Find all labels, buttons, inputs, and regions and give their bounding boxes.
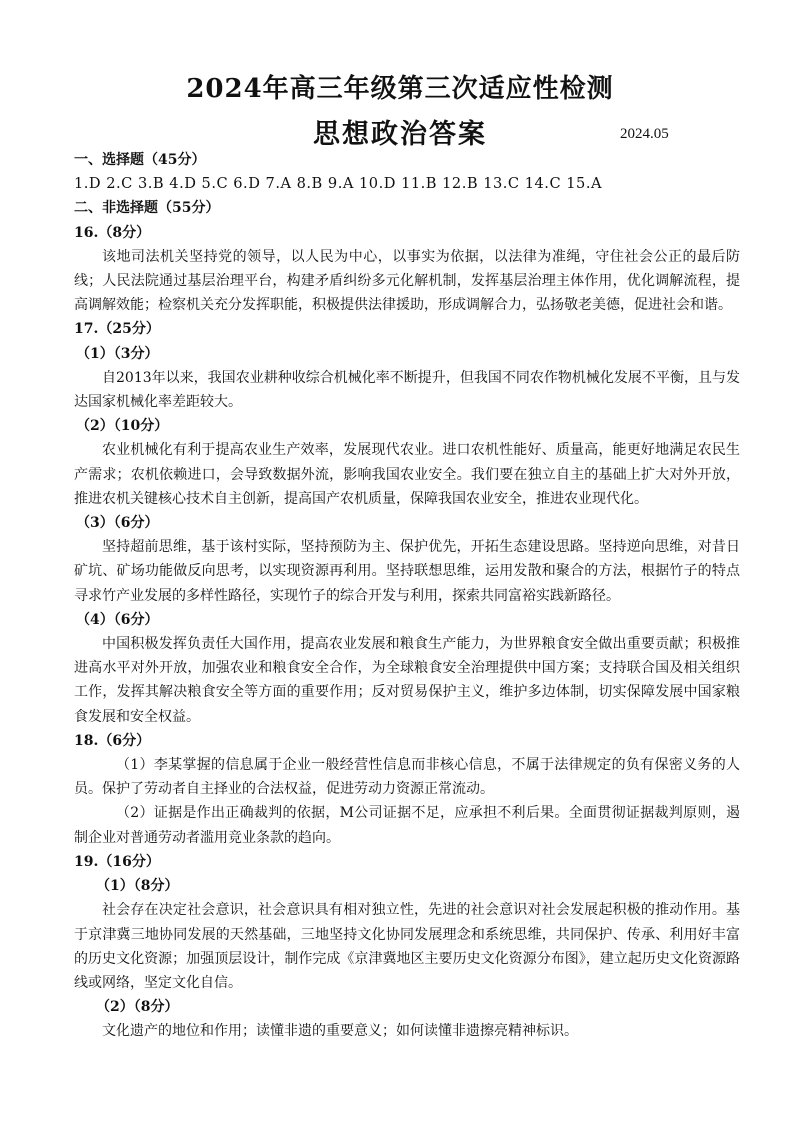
- section2-heading: 二、非选择题（55分）: [74, 200, 220, 217]
- answer-content: [74, 148, 740, 1044]
- q17-part3-answer: 坚持超前思维，基于该村实际，坚持预防为主、保护优先，开拓生态建设思路。坚持逆向思维，对昔日矿坑、矿场功能做反向思考，以实现资源再利用。坚持联想思维，运用发散和聚合的方法，根据竹子的特点寻求竹产业发展的多样性路径，实现竹子的综合开发与利用，探索共同富裕实践新路径。: [74, 539, 740, 604]
- multiple-choice-answers: 1.D 2.C 3.B 4.D 5.C 6.D 7.A 8.B 9.A 10.D 11.B 12.B 13.C 14.C 15.A: [74, 175, 602, 193]
- q17-part1-answer: 自2013年以来，我国农业耕种收综合机械化率不断提升，但我国不同农作物机械化发展不平衡，且与发达国家机械化率差距较大。: [74, 369, 740, 411]
- q17-part3-label: （3）（6分）: [76, 515, 159, 532]
- q18-part1-answer: （1）李某掌握的信息属于企业一般经营性信息而非核心信息，不属于法律规定的负有保密义务的人员。保护了劳动者自主择业的合法权益，促进劳动力资源正常流动。: [74, 757, 740, 798]
- q19-part1-label: （1）（8分）: [96, 878, 179, 895]
- q19-part2-answer: 文化遗产的地位和作用；读懂非遗的重要意义；如何读懂非遗擦亮精神标识。: [102, 1023, 578, 1040]
- exam-date: 2024.05: [620, 126, 669, 142]
- q17-part2-answer: 农业机械化有利于提高农业生产效率，发展现代农业。进口农机性能好、质量高，能更好地满足农民生产需求；农机依赖进口，会导致数据外流，影响我国农业安全。我们要在独立自主的基础上扩大对外开放，推进农机关键核心技术自主创新，提高国产农机质量，保障我国农业安全，推进农业现代化。: [74, 442, 740, 507]
- q18-label: 18.（6分）: [74, 732, 151, 749]
- page-title: 2024年高三年级第三次适应性检测: [186, 74, 614, 104]
- q17-part1-label: （1）（3分）: [76, 345, 159, 362]
- q17-part2-label: （2）（10分）: [76, 418, 169, 435]
- q19-label: 19.（16分）: [74, 853, 160, 870]
- q17-part4-label: （4）（6分）: [76, 611, 159, 628]
- q17-label: 17.（25分）: [74, 321, 160, 338]
- q16-answer: 该地司法机关坚持党的领导，以人民为中心，以事实为依据，以法律为准绳，守住社会公正的最后防线；人民法院通过基层治理平台，构建矛盾纠纷多元化解机制，发挥基层治理主体作用，优化调解流程，提高调解效能；检察机关充分发挥职能，积极提供法律援助，形成调解合力，弘扬敬老美德，促进社会和谐。: [74, 248, 740, 314]
- q19-part1-answer: 社会存在决定社会意识，社会意识具有相对独立性，先进的社会意识对社会发展起积极的推动作用。基于京津冀三地协同发展的天然基础，三地坚持文化协同发展理念和系统思维，共同保护、传承、利用好丰富的历史文化资源；加强顶层设计，制作完成《京津冀地区主要历史文化资源分布图》，建立起历史文化资源路线或网络，坚定文化自信。: [74, 902, 740, 991]
- q19-part2-label: （2）（8分）: [96, 999, 179, 1016]
- section1-heading: 一、选择题（45分）: [74, 152, 206, 168]
- q16-label: 16.（8分）: [74, 224, 151, 241]
- q17-part4-answer: 中国积极发挥负责任大国作用，提高农业发展和粮食生产能力，为世界粮食安全做出重要贡献；积极推进高水平对外开放，加强农业和粮食安全合作，为全球粮食安全治理提供中国方案；支持联合国及相关组织工作，发挥其解决粮食安全等方面的重要作用；反对贸易保护主义，维护多边体制，切实保障发展中国家粮食发展和安全权益。: [74, 636, 740, 725]
- page-subtitle: 思想政治答案: [313, 119, 487, 150]
- q18-part2-answer: （2）证据是作出正确裁判的依据，M公司证据不足，应承担不利后果。全面贯彻证据裁判原则，遏制企业对普通劳动者滥用竞业条款的趋向。: [74, 805, 740, 846]
